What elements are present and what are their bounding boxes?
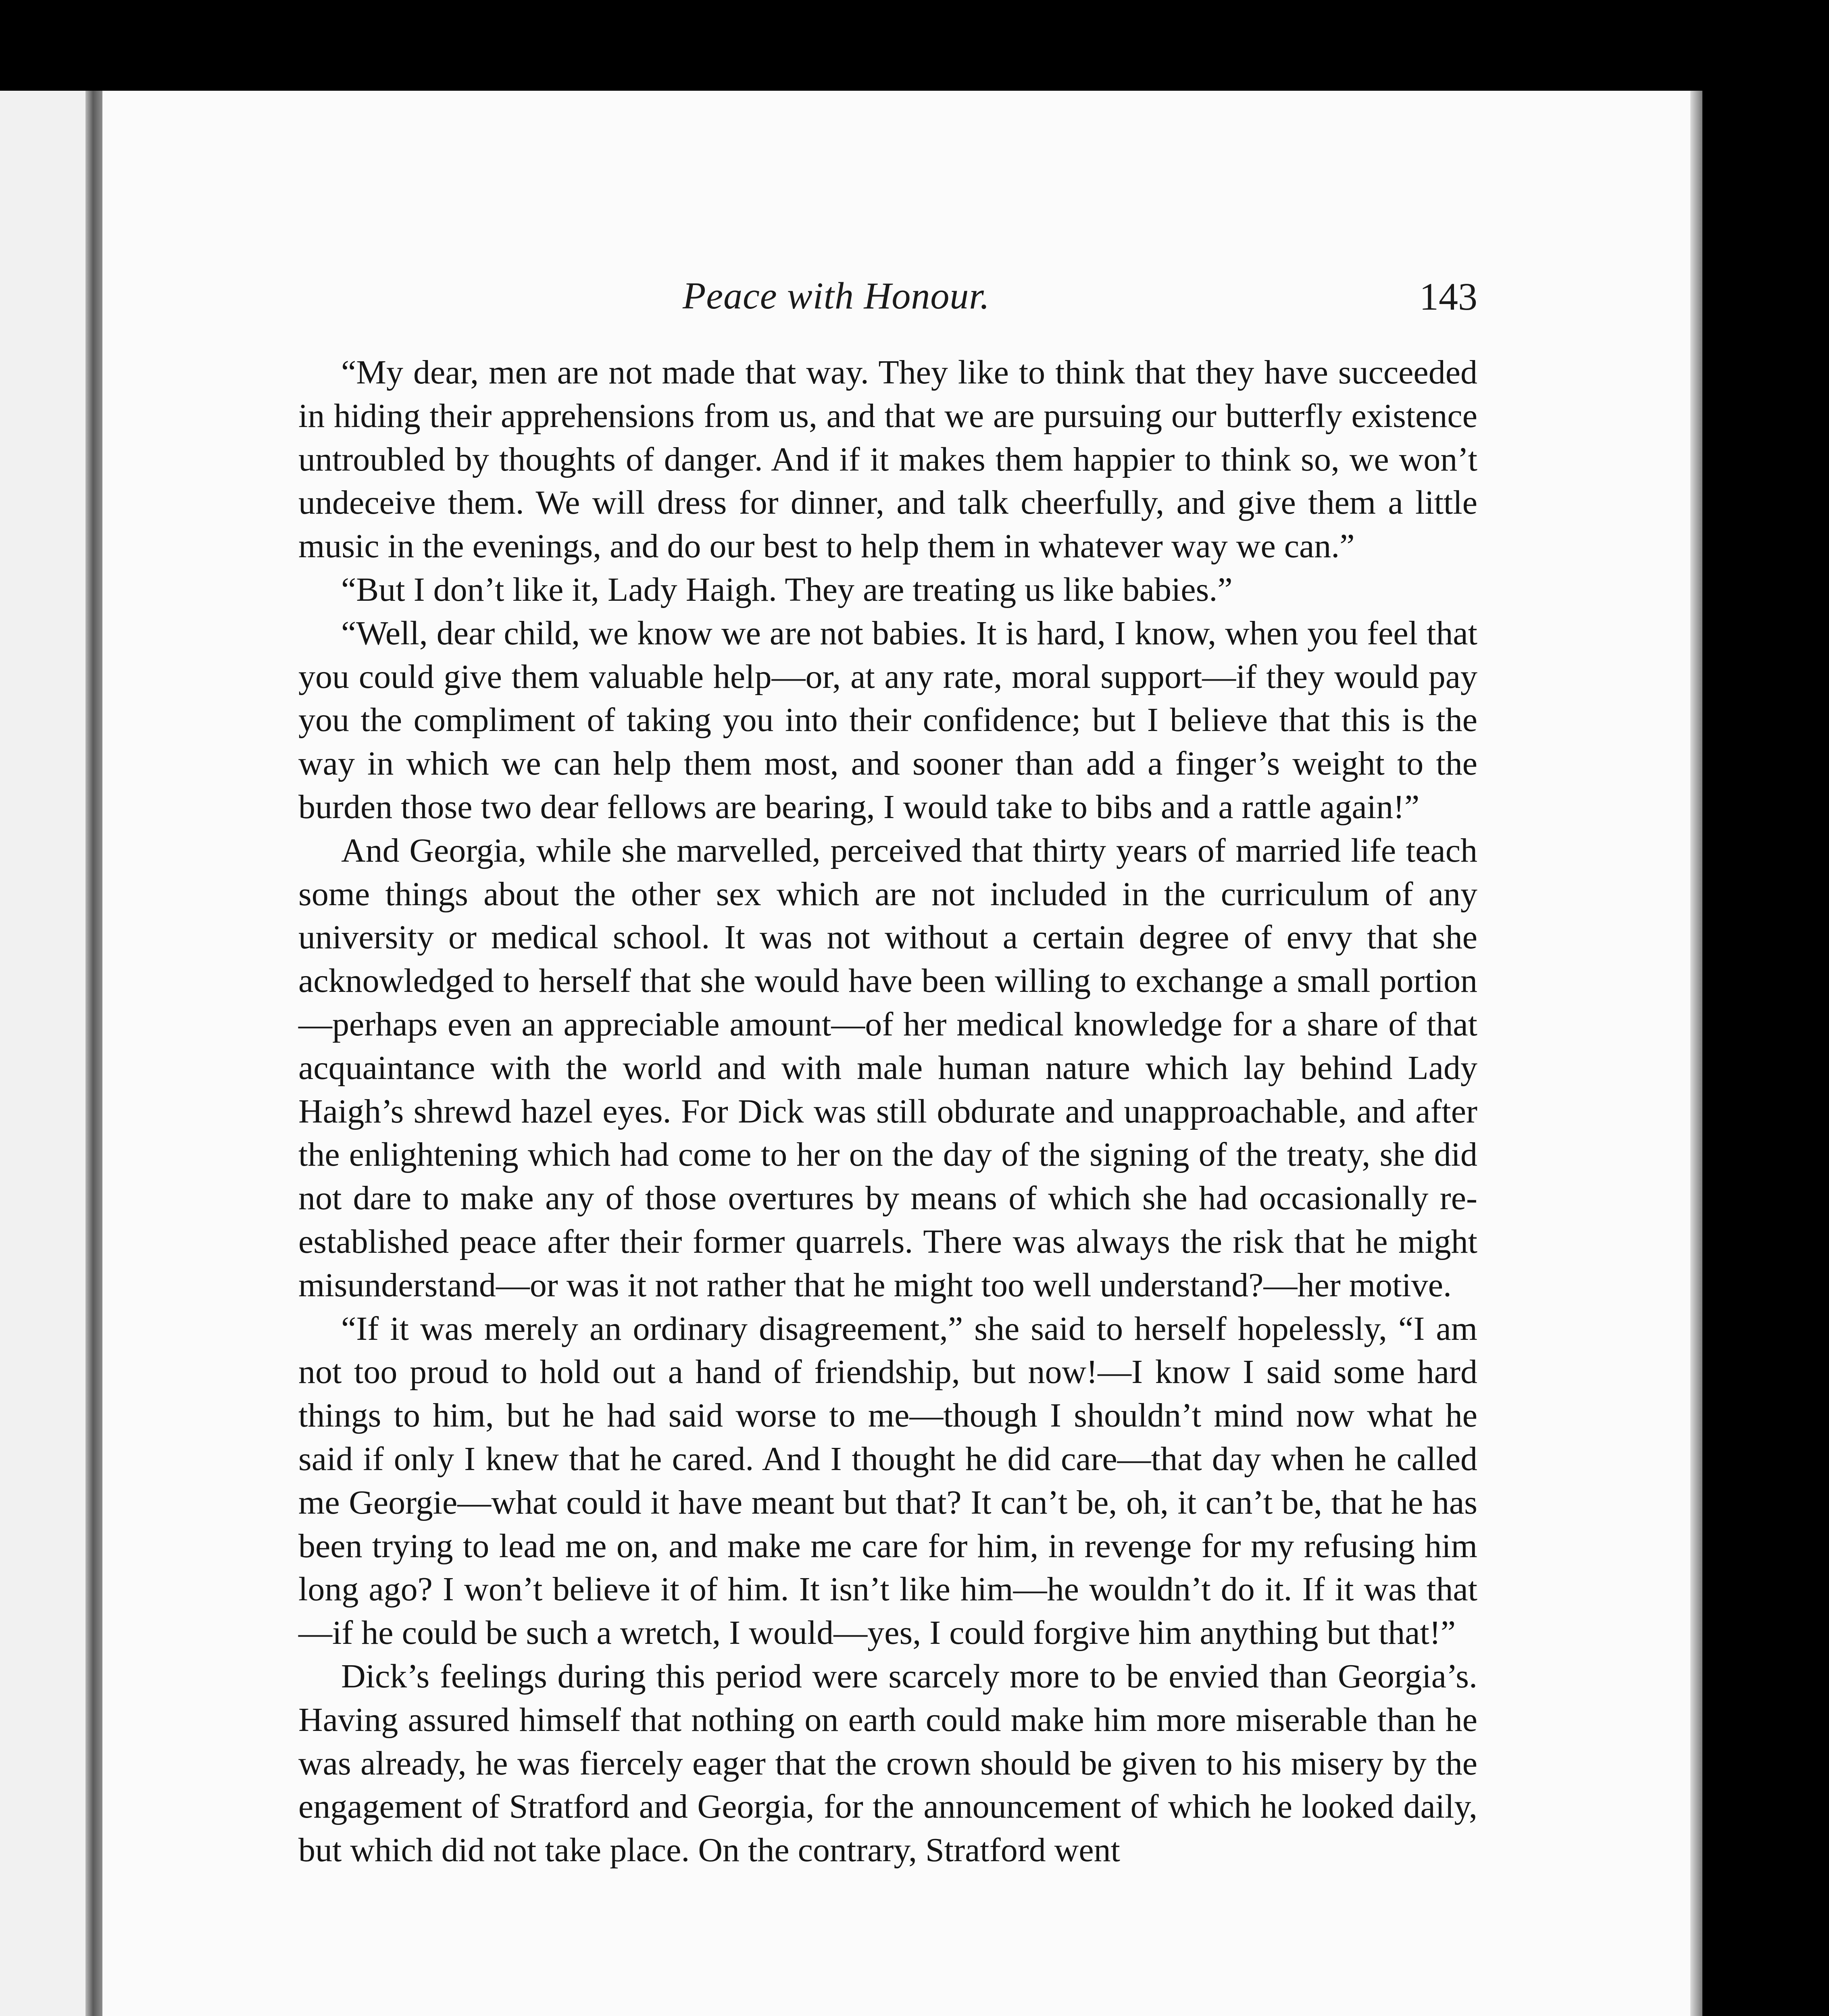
book-gutter [85, 91, 102, 2016]
paragraph: “But I don’t like it, Lady Haigh. They are treating us like babies.” [341, 571, 1233, 608]
previous-page-edge [0, 91, 85, 2016]
running-title: Peace with Honour. [682, 275, 990, 317]
page-edge-shadow [1690, 91, 1702, 2016]
paragraph: Dick’s feelings during this period were scarcely more to be envied than Georgia’s. Having assured himself that nothing on earth could make him more miserable than he was already, he was fiercely eager that the crown should be given to his misery by the engagement of Stratford and Georgia, for the announcement of which he looked daily, but which did not take place. On the contrary, Stratford went [298, 1657, 1477, 1869]
body-text [298, 351, 1477, 1872]
paragraph: “If it was merely an ordinary disagreement,” she said to herself hopelessly, “I am not too proud to hold out a hand of friendship, but now!—I know I said some hard things to him, but he had said worse to me—though I shouldn’t mind now what he said if only I knew that he cared. And I thought he did care—that day when he called me Georgie—what could it have meant but that? It can’t be, oh, it can’t be, that he has been trying to lead me on, and make me care for him, in revenge for my refusing him long ago? I won’t believe it of him. It isn’t like him—he wouldn’t do it. If it was that—if he could be such a wretch, I would—yes, I could forgive him anything but that!” [298, 1310, 1477, 1652]
page-header [195, 274, 1477, 327]
paragraph: “Well, dear child, we know we are not babies. It is hard, I know, when you feel that you could give them valuable help—or, at any rate, moral support—if they would pay you the compliment of taking you into their confidence; but I believe that this is the way in which we can help them most, and sooner than add a finger’s weight to the burden those two dear fellows are bearing, I would take to bibs and a rattle again!” [298, 614, 1477, 826]
paragraph: “My dear, men are not made that way. They like to think that they have succeeded in hiding their apprehensions from us, and that we are pursuing our butterfly existence untroubled by thoughts of danger. And if it makes them happier to think so, we won’t undeceive them. We will dress for dinner, and talk cheerfully, and give them a little music in the evenings, and do our best to help them in whatever way we can.” [298, 354, 1477, 565]
page-number: 143 [1419, 275, 1477, 318]
paragraph: And Georgia, while she marvelled, perceived that thirty years of married life teach some things about the other sex which are not included in the curriculum of any university or medical school. It was not without a certain degree of envy that she acknowledged to herself that she would have been willing to exchange a small portion —perhaps even an appreciable amount—of her medical knowledge for a share of that acquaintance with the world and with male human nature which lay behind Lady Haigh’s shrewd hazel eyes. For Dick was still obdurate and unapproachable, and after the enlightening which had come to her on the day of the signing of the treaty, she did not dare to make any of those overtures by means of which she had occasionally re-established peace after their former quarrels. There was always the risk that he might misunderstand—or was it not rather that he might too well understand?—her motive. [298, 831, 1477, 1304]
